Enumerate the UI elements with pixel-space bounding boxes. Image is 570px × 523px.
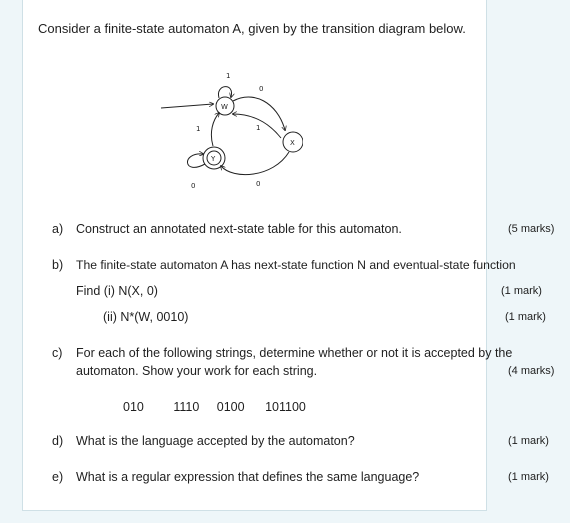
- test-string: 101100: [265, 400, 306, 414]
- question-c-line2: automaton. Show your work for each string.: [76, 364, 318, 378]
- start-arrow: [161, 104, 213, 108]
- transition-diagram: [153, 68, 303, 196]
- question-b-sub1: Find (i) N(X, 0): [76, 284, 158, 298]
- edge-label-x-to-y: 0: [256, 180, 261, 188]
- state-y-label: Y: [211, 155, 216, 163]
- edge-label-w-to-x: 0: [259, 85, 264, 93]
- edge-label-y-to-w: 1: [196, 125, 201, 133]
- question-a-text: Construct an annotated next-state table for this automaton.: [76, 222, 402, 236]
- question-e-marks: (1 mark): [508, 471, 549, 483]
- state-x-label: X: [290, 139, 295, 147]
- question-b-sub1-marks: (1 mark): [501, 285, 542, 297]
- document-page: [22, 0, 555, 511]
- edge-label-w-loop: 1: [226, 72, 231, 80]
- question-a-marks: (5 marks): [508, 223, 555, 235]
- question-b-text: The finite-state automaton A has next-state function N and eventual-state function: [76, 258, 516, 272]
- question-c-line1: For each of the following strings, determine whether or not it is accepted by the: [76, 346, 513, 360]
- test-string: 1110: [173, 400, 200, 414]
- intro-text: Consider a finite-state automaton A, given by the transition diagram below.: [38, 21, 466, 36]
- edge-y-to-w: [211, 113, 219, 146]
- edge-x-to-y: [221, 152, 289, 175]
- question-d-marks: (1 mark): [508, 435, 549, 447]
- edge-label-y-loop: 0: [191, 182, 196, 190]
- question-b-label: b): [52, 258, 64, 272]
- test-strings: [123, 400, 306, 414]
- question-a-label: a): [52, 222, 64, 236]
- question-b-sub2: (ii) N*(W, 0010): [103, 310, 189, 324]
- question-d-text: What is the language accepted by the automaton?: [76, 434, 355, 448]
- question-e-text: What is a regular expression that defines the same language?: [76, 470, 420, 484]
- question-e-label: e): [52, 470, 64, 484]
- y-loop: [187, 154, 205, 167]
- w-loop: [218, 87, 231, 98]
- question-b-sub2-marks: (1 mark): [505, 311, 546, 323]
- question-d-label: d): [52, 434, 64, 448]
- edge-label-x-to-w: 1: [256, 124, 261, 132]
- question-c-marks: (4 marks): [508, 365, 555, 377]
- test-string: 010: [123, 400, 144, 414]
- question-c-label: c): [52, 346, 63, 360]
- state-w-label: W: [221, 103, 228, 111]
- test-string: 0100: [216, 400, 245, 414]
